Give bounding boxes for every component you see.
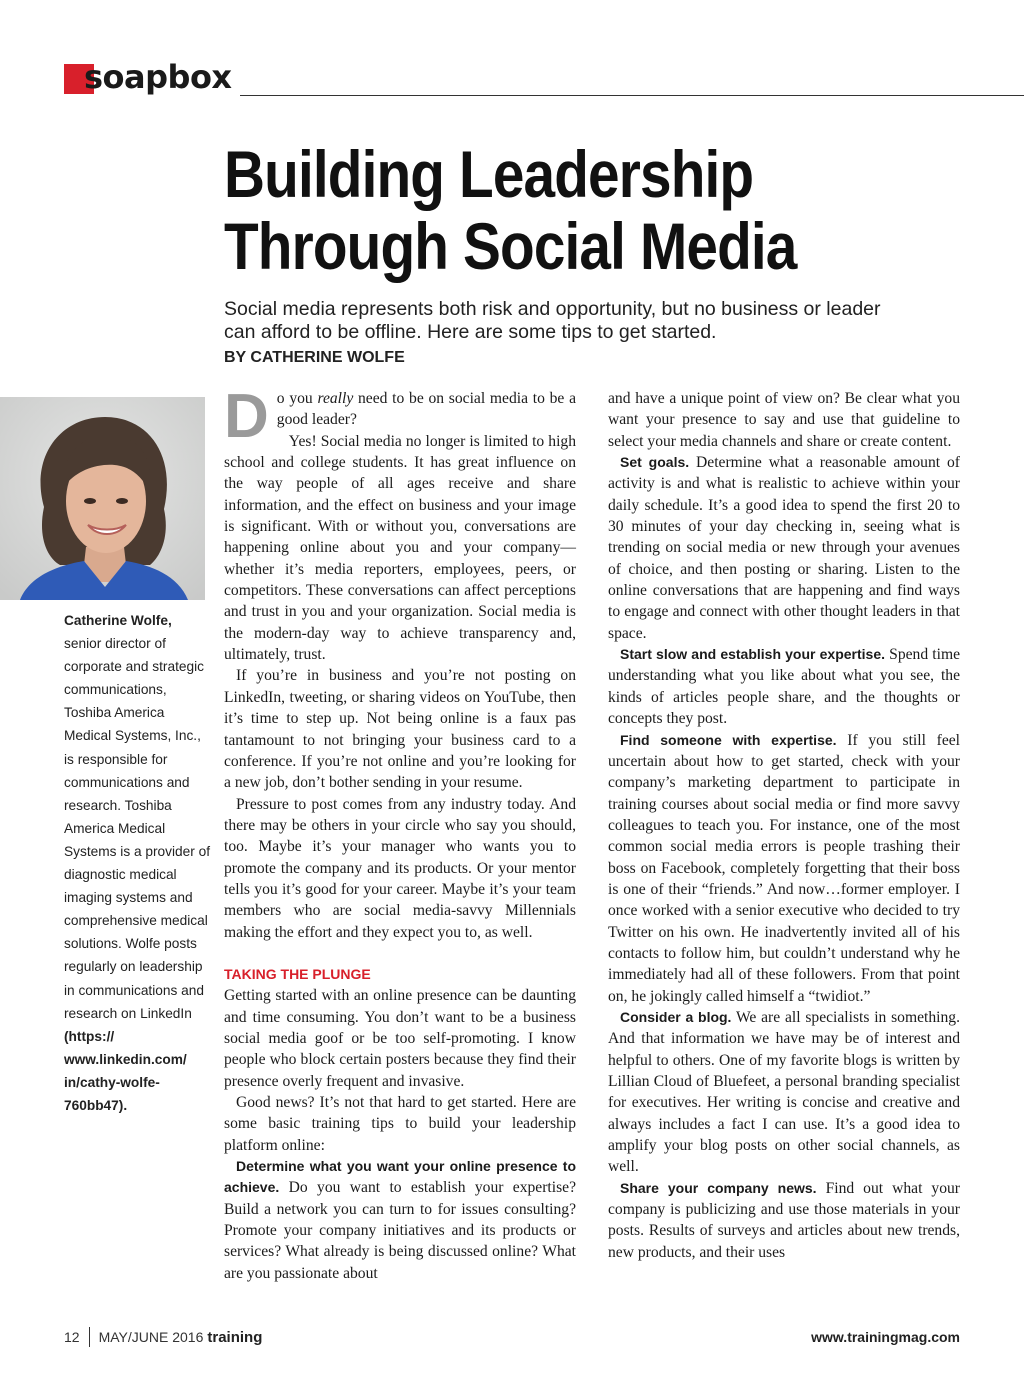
article-column-right <box>608 388 960 1263</box>
tip-title: Consider a blog. <box>620 1008 732 1025</box>
author-name: Catherine Wolfe, <box>64 613 172 628</box>
author-linkedin-link[interactable]: (https:// www.linkedin.com/ in/cathy-wolfe-760bb47). <box>64 1028 187 1113</box>
tip-paragraph: Start slow and establish your expertise. Spend time understanding what you like about what you see, the kinds of articles people share, and the thoughts or concepts they post. <box>608 646 960 728</box>
page-number: 12 <box>64 1329 80 1345</box>
drop-cap: D <box>224 382 269 451</box>
tip-paragraph: Share your company news. Find out what your company is publicizing and use those materials in your posts. Results of surveys and articles about new trends, new products, and their uses <box>608 1179 960 1261</box>
paragraph: Pressure to post comes from any industry today. And there may be others in your circle who say you should, too. Maybe it’s your manager who wants you to promote the company and its products. Or your mentor tells you it’s good for your career. Maybe it’s your team members who are social media-savvy Millennials making the effort and they expect you to, as well. <box>224 795 576 941</box>
author-bio <box>64 609 212 1117</box>
tip-title: Determine what you want your online presence to achieve. <box>224 1158 576 1196</box>
author-bio-text: senior director of corporate and strategic communications, Toshiba America Medical Systems, Inc., is responsible for communications and research. Toshiba America Medical Systems is a provider of diagnostic medical imaging systems and comprehensive medical solutions. Wolfe posts regularly on leadership in communications and research on LinkedIn <box>64 636 211 1021</box>
paragraph: Yes! Social media no longer is limited to high school and college students. It has great influence on the way people of all ages receive and share information, and the effect on business and your image is significant. With or without you, conversations are happening online about you and your company—whether it’s media reporters, employees, peers, or competitors. These conversations can affect perceptions and trust in you and your organization. Social media is the modern-day way to achieve transparency and, ultimately, trust. <box>224 432 576 664</box>
section-rule <box>240 95 1024 96</box>
footer-left <box>64 1327 262 1347</box>
article-title <box>224 138 826 282</box>
section-label: soapbox <box>84 58 232 96</box>
paragraph-intro: Do you really need to be on social media to be a good leader? <box>224 382 576 451</box>
tip-title: Find someone with expertise. <box>620 731 837 748</box>
paragraph: Getting started with an online presence can be daunting and time consuming. You don’t want to be a business social media goof or be too self-promoting. I know people who block certain posters because they find their presence overly frequent and invasive. <box>224 987 576 1090</box>
footer-separator <box>89 1327 90 1347</box>
article-deck: Social media represents both risk and opportunity, but no business or leader can afford to be offline. Here are some tips to get started. <box>224 298 881 343</box>
title-line-2: Through Social Media <box>224 209 797 283</box>
tip-paragraph: Determine what you want your online presence to achieve. Do you want to establish your expertise? Build a network you can turn to for issues consulting? Promote your company initiatives and its products or services? What already is being discussed online? What are you passionate about <box>224 1158 576 1282</box>
tip-title: Start slow and establish your expertise. <box>620 646 885 663</box>
tip-paragraph: Find someone with expertise. If you still feel uncertain about how to get started, check with your company’s marketing department to participate in training courses about social media or find more savvy colleagues to teach you. For instance, one of the most common social media errors is people trashing their boss on Facebook, completely forgetting that their boss is one of their “friends.” And now…former employer. I once worked with a senior executive who decided to try Twitter on his own. He inadvertently invited all of his contacts to follow him, but couldn’t understand why he immediately had all of these followers. From that point on, he jokingly called himself a “twidiot.” <box>608 731 961 1005</box>
section-header <box>64 58 1024 96</box>
paragraph: If you’re in business and you’re not posting on LinkedIn, tweeting, or sharing videos on YouTube, then it’s time to step up. Not being online is a faux pas tantamount to not bringing your business card to a conference. If you’re not online and you’re looking for a new job, don’t bother sending in your resume. <box>224 667 576 792</box>
tip-paragraph: Set goals. Determine what a reasonable amount of activity is and what is realistic to achieve within your daily schedule. It’s a good idea to spend the first 20 to 30 minutes of your day checking in, seeing what is trending on social media or new through your avenues of choice, and then posting or sharing. Listen to the online conversations that are happening and find ways to engage and connect with other thought leaders in that space. <box>608 454 960 642</box>
title-line-1: Building Leadership <box>224 137 754 211</box>
article-column-middle <box>224 382 576 1284</box>
footer-website[interactable]: www.trainingmag.com <box>811 1329 960 1345</box>
tip-paragraph: Consider a blog. We are all specialists in something. And that information we have may be of interest and helpful to others. One of my favorite blogs is written by Lillian Cloud of Bluefeet, a personal branding specialist for executives. Her writing is concise and creative and always includes a fact I can use. It’s a good idea to amplify your blog posts on other social channels, as well. <box>608 1008 960 1176</box>
author-photo <box>0 397 205 600</box>
author-portrait-image <box>0 397 205 600</box>
paragraph: Good news? It’s not that hard to get started. Here are some basic training tips to build your leadership platform online: <box>224 1094 576 1154</box>
byline: BY CATHERINE WOLFE <box>224 349 405 366</box>
magazine-name: training <box>207 1329 263 1346</box>
tip-title: Share your company news. <box>620 1179 817 1196</box>
emphasis-really: really <box>317 390 354 407</box>
issue-date: MAY/JUNE 2016 <box>98 1329 204 1345</box>
subhead-taking-the-plunge: TAKING THE PLUNGE <box>224 965 371 982</box>
paragraph: and have a unique point of view on? Be clear what you want your presence to say and use that guideline to select your media channels and share or create content. <box>608 390 960 450</box>
tip-title: Set goals. <box>620 454 690 471</box>
